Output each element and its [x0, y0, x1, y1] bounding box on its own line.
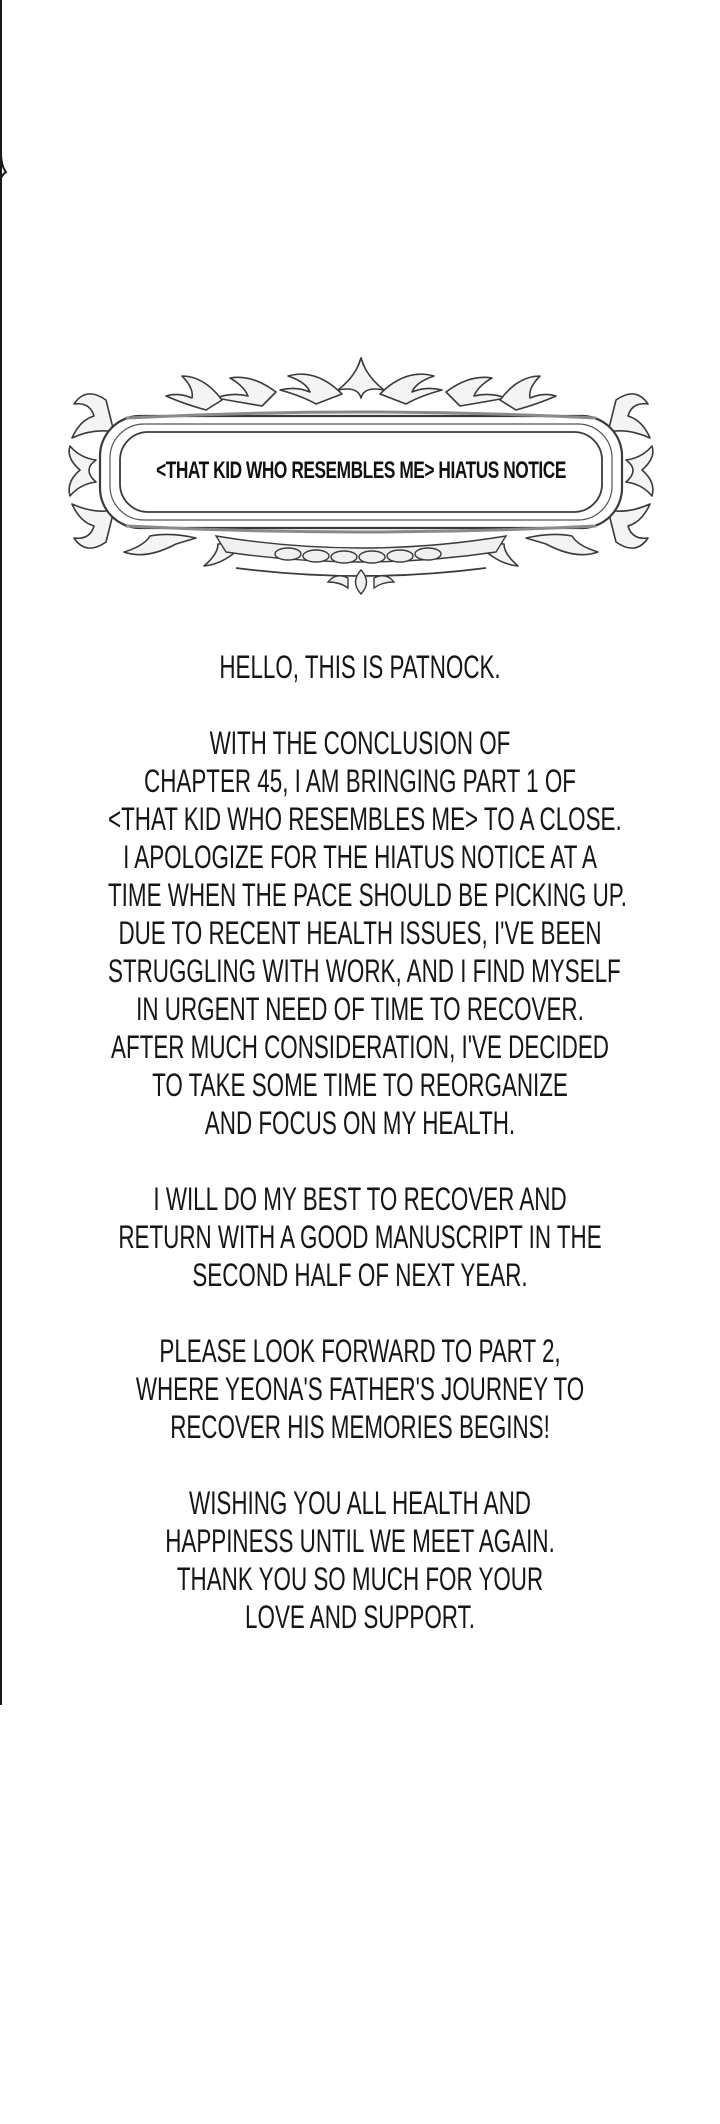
notice-paragraph — [0, 724, 720, 1142]
ornate-title-banner — [66, 346, 656, 596]
notice-line: LOVE AND SUPPORT. — [245, 1599, 475, 1635]
panel-corner-hook — [0, 152, 10, 178]
notice-line: CHAPTER 45, I AM BRINGING PART 1 OF — [144, 763, 576, 799]
notice-line: AFTER MUCH CONSIDERATION, I'VE DECIDED — [111, 1029, 609, 1065]
notice-paragraph — [0, 1180, 720, 1294]
notice-line: HELLO, THIS IS PATNOCK. — [219, 649, 501, 685]
notice-line: WHERE YEONA'S FATHER'S JOURNEY TO — [135, 1371, 585, 1407]
notice-paragraph — [0, 648, 720, 686]
notice-line: TO TAKE SOME TIME TO REORGANIZE — [152, 1067, 568, 1103]
notice-body — [0, 648, 720, 1674]
notice-line: SECOND HALF OF NEXT YEAR. — [192, 1257, 528, 1293]
notice-line: PLEASE LOOK FORWARD TO PART 2, — [159, 1333, 561, 1369]
banner-title: <THAT KID WHO RESEMBLES ME> HIATUS NOTICE — [156, 457, 566, 484]
notice-line: STRUGGLING WITH WORK, AND I FIND MYSELF — [108, 953, 621, 989]
notice-line: IN URGENT NEED OF TIME TO RECOVER. — [136, 991, 584, 1027]
notice-line: I APOLOGIZE FOR THE HIATUS NOTICE AT A — [123, 839, 597, 875]
notice-line: <THAT KID WHO RESEMBLES ME> TO A CLOSE. — [108, 801, 622, 837]
notice-line: RETURN WITH A GOOD MANUSCRIPT IN THE — [118, 1219, 602, 1255]
notice-paragraph — [0, 1332, 720, 1446]
notice-line: WISHING YOU ALL HEALTH AND — [189, 1485, 531, 1521]
notice-line: DUE TO RECENT HEALTH ISSUES, I'VE BEEN — [118, 915, 602, 951]
notice-line: WITH THE CONCLUSION OF — [209, 725, 511, 761]
notice-line: TIME WHEN THE PACE SHOULD BE PICKING UP. — [108, 877, 628, 913]
notice-paragraph — [0, 1484, 720, 1636]
notice-line: HAPPINESS UNTIL WE MEET AGAIN. — [165, 1523, 555, 1559]
notice-line: THANK YOU SO MUCH FOR YOUR — [176, 1561, 544, 1597]
notice-line: RECOVER HIS MEMORIES BEGINS! — [170, 1409, 550, 1445]
notice-line: AND FOCUS ON MY HEALTH. — [204, 1105, 516, 1141]
notice-line: I WILL DO MY BEST TO RECOVER AND — [153, 1181, 567, 1217]
